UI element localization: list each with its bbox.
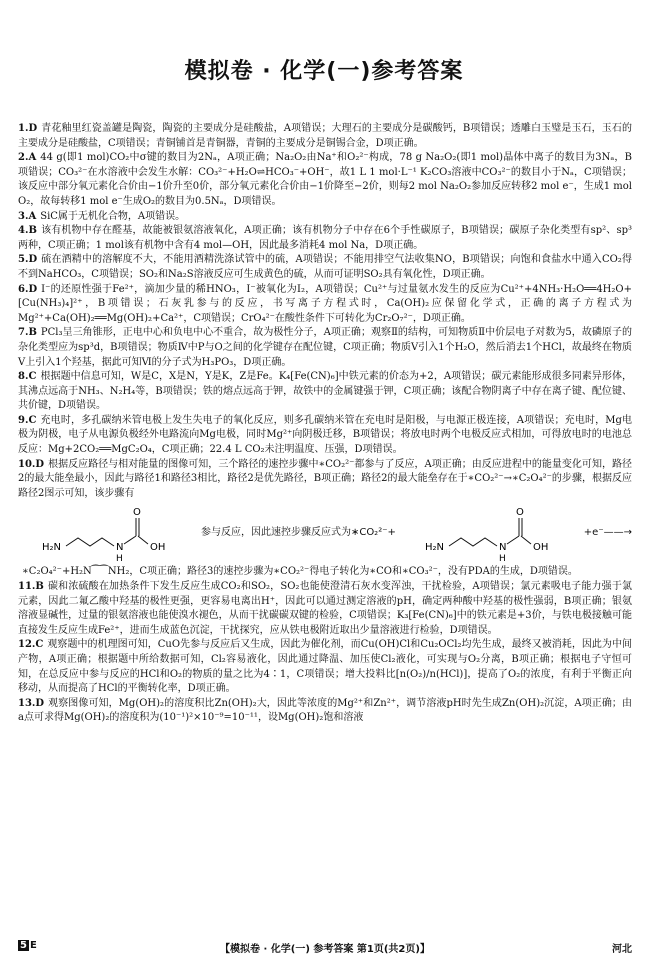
answer-list-continued: [18, 565, 632, 726]
answer-item-number: 13.: [18, 697, 36, 709]
answer-choice: B: [28, 225, 37, 237]
answer-item: [18, 253, 632, 282]
struct-middle-text: 参与反应，因此速控步骤反应式为∗CO₂²⁻+: [200, 527, 396, 539]
amide-structure-left: [42, 504, 172, 562]
answer-item: [18, 210, 632, 225]
answer-content: [18, 122, 632, 726]
answer-explanation: 观察题中的机理图可知，CuO先参与反应后又生成，因此为催化剂，而Cu(OH)Cl和Cu₂OCl₂均先生成，最终又被消耗，因此为中间产物，A项正确；根据题中所给数据可知，Cl₂容易液化，因此通过降温、加压使Cl₂液化，可实现与O₂分离，B项正确；根据电子守恒可知，在总反应中参与反应的HCl和O₂的物质的量之比为4∶1，C项错误；增大投料比[n(O₂)/n(HCl)]，提高了O₂的浓度，有利于平衡正向移动，从而提高了HCl的平衡转化率，D项正确。: [18, 639, 632, 695]
answer-explanation: ∗C₂O₄²⁻+H₂N⁀⁀NH₂，C项正确；路径3的速控步骤为∗CO₂²⁻得电子转化为∗CO和∗CO₃²⁻，没有PDA的生成，D项错误。: [22, 566, 578, 578]
answer-item: [18, 565, 632, 580]
answer-explanation: 根据反应路径与相对能量的图像可知，三个路径的速控步骤中∗CO₂²⁻都参与了反应，A项正确；由反应进程中的能量变化可知，路径2的最大能垒最小，因此与路径1和路径3相比，路径2是优先路径，B项正确；路径2的最大能垒存在于∗CO₂²⁻→∗C₂O₄²⁻的步骤，根据反应路径2图示可知，该步骤有: [18, 458, 632, 499]
amide-structure-right: [425, 504, 555, 562]
answer-item: [18, 326, 632, 370]
struct-left-h2n: H₂N: [42, 542, 62, 554]
footer-page-info: 【模拟卷 · 化学(一) 参考答案 第1页(共2页)】: [220, 944, 430, 955]
answer-item: [18, 458, 632, 502]
answer-item-number: 11.: [18, 581, 36, 593]
answer-item-number: 3.: [18, 210, 29, 222]
answer-explanation: 充电时，多孔碳纳米管电极上发生失电子的氧化反应，则多孔碳纳米管在充电时是阳极，与电源正极连接，A项错误；充电时，Mg电极为阴极，电子从电源负极经外电路流向Mg电极，同时Mg²⁺向阴极迁移，B项错误；将放电时两个电极反应式相加，可得放电时的电池总反应：Mg+2CO₂══MgC₂O₄，C项正确；22.4 L CO₂未注明温度、压强，D项错误。: [18, 414, 632, 456]
struct-right-h: H: [498, 554, 506, 563]
answer-choice: A: [28, 152, 37, 164]
struct-left-n: N: [116, 542, 124, 554]
answer-list: [18, 122, 632, 501]
answer-item: [18, 370, 632, 414]
answer-item: [18, 638, 632, 696]
page-title: 模拟卷 · 化学(一)参考答案: [184, 59, 464, 84]
answer-choice: D: [28, 283, 38, 295]
struct-right-tail: +e⁻——→: [583, 527, 632, 539]
answer-choice: D: [35, 697, 45, 709]
answer-item-number: 1.: [18, 123, 29, 134]
answer-choice: A: [28, 210, 37, 222]
answer-choice: C: [28, 414, 37, 426]
answer-explanation: 观察图像可知，Mg(OH)₂的溶度积比Zn(OH)₂大，因此等浓度的Mg²⁺和Zn²⁺，调节溶液pH时先生成Zn(OH)₂沉淀，A项正确；由a点可求得Mg(OH)₂的溶度积为(10⁻¹)²×10⁻⁹=10⁻¹¹，设Mg(OH)₂饱和溶液: [18, 697, 632, 724]
answer-explanation: 根据题中信息可知，W是C，X是N，Y是K，Z是Fe。K₄[Fe(CN)₆]中铁元素的价态为+2，A项错误；碳元素能形成很多同素异形体，其沸点远高于NH₃、N₂H₄等，B项错误；铁的熔点远高于钾，故铁中的金属键强于钾，C项正确；该配合物阴离子中存在离子键、配位键、共价键，D项错误。: [18, 371, 632, 412]
footer-region: 河北: [612, 944, 632, 955]
answer-explanation: 该有机物中存在醛基，故能被银氨溶液氧化，A项正确；该有机物分子中存在6个手性碳原子，B项错误；碳原子杂化类型有sp²、sp³两种，C项正确；1 mol该有机物中含有4 mol—OH，因此最多消耗4 mol Na，D项正确。: [18, 225, 632, 251]
struct-left-oh: OH: [150, 542, 166, 554]
answer-item-number: 5.: [18, 254, 29, 266]
answer-explanation: 44 g(即1 mol)CO₂中σ键的数目为2Nₐ，A项正确；Na₂O₂由Na⁺和O₂²⁻构成，78 g Na₂O₂(即1 mol)晶体中离子的数目为3Nₐ，B项错误；CO₃²⁻在水溶液中会发生水解：CO₃²⁻+H₂O⇌HCO₃⁻+OH⁻，故1 L 1 mol·L⁻¹ K₂CO₃溶液中CO₃²⁻的数目小于Nₐ，C项错误；该反应中部分氧元素化合价由−1价升至0价，部分氧元素化合价由−1价降至−2价，则每2 mol Na₂O₂参加反应转移2 mol e⁻，生成1 mol O₂，故每转移1 mol e⁻生成O₂的数目为0.5Nₐ，D项错误。: [18, 152, 632, 207]
answer-explanation: PCl₃呈三角锥形，正电中心和负电中心不重合，故为极性分子，A项正确；观察Ⅱ的结构，可知物质Ⅱ中价层电子对数为5，故磷原子的杂化类型应为sp³d，B项错误；物质Ⅳ中P与O之间的化学键存在配位键，C项正确；物质Ⅴ引入1个H₂O，然后消去1个HCl，故最终在物质Ⅴ上引入1个羟基，据此可知Ⅵ的分子式为H₃PO₃，D项正确。: [18, 327, 632, 368]
answer-explanation: 硫在酒精中的溶解度不大，不能用酒精洗涤试管中的硫，A项错误；不能用排空气法收集NO，B项错误；向饱和食盐水中通入CO₂得不到NaHCO₃，C项错误；SO₂和Na₂S溶液反应可生成黄色的硫，从而可证明SO₂具有氧化性，D项正确。: [18, 254, 632, 280]
answer-item: [18, 414, 632, 458]
answer-choice: C: [35, 639, 44, 651]
page-footer: [18, 940, 632, 956]
paper-code-box: 5: [20, 940, 27, 951]
answer-item: [18, 151, 632, 209]
answer-item-number: 6.: [18, 283, 29, 295]
answer-item-number: 4.: [18, 225, 29, 237]
answer-item: [18, 283, 632, 327]
struct-right-oh: OH: [532, 542, 549, 554]
answer-item: [18, 224, 632, 253]
answer-explanation: SiC属于无机化合物，A项错误。: [40, 210, 186, 222]
paper-code-letter: E: [29, 940, 37, 951]
answer-item: [18, 697, 632, 726]
struct-left-o: O: [133, 507, 141, 519]
answer-choice: D: [28, 254, 38, 266]
structure-formula-row: [42, 503, 632, 563]
answer-explanation: 青花釉里红瓷盖罐是陶瓷，陶瓷的主要成分是硅酸盐，A项错误；大理石的主要成分是碳酸钙，B项错误；透雕白玉璧是玉石，玉石的主要成分是硅酸盐，C项错误；青铜铺首是青铜器，青铜的主要成分是铜锡合金，D项正确。: [18, 123, 632, 149]
answer-item-number: 10.: [18, 458, 36, 470]
answer-explanation: I⁻的还原性强于Fe²⁺，滴加少量的稀HNO₃，I⁻被氧化为I₂，A项错误；Cu²⁺与过量氨水发生的反应为Cu²⁺+4NH₃·H₂O══4H₂O+[Cu(NH₃)₄]²⁺，B项错误；石灰乳参与的反应，书写离子方程式时，Ca(OH)₂应保留化学式，正确的离子方程式为Mg²⁺+Ca(OH)₂══Mg(OH)₂+Ca²⁺，C项错误；CrO₄²⁻在酸性条件下可转化为Cr₂O₇²⁻，D项正确。: [18, 283, 632, 324]
answer-item-number: 2.: [18, 152, 29, 164]
answer-choice: D: [35, 458, 45, 470]
struct-right-h2n: H₂N: [424, 542, 444, 554]
struct-right-n: N: [498, 542, 507, 554]
answer-item-number: 12.: [18, 639, 36, 651]
answer-item: [18, 580, 632, 638]
answer-choice: C: [28, 371, 37, 383]
answer-explanation: 碳和浓硫酸在加热条件下发生反应生成CO₂和SO₂，SO₂也能使澄清石灰水变浑浊，干扰检验，A项错误；氯元素吸电子能力强于氯元素，因此二氟乙酸中羟基的极性更强，更容易电离出H⁺，因此可以通过测定溶液的pH，确定两种酸中羟基的极性强弱，B项正确；银氨溶液显碱性，过量的银氨溶液也能使溴水褪色，从而干扰碳碳双键的检验，C项错误；K₃[Fe(CN)₆]中的铁元素是+3价，与铁电极接触可能直接发生反应生成Fe²⁺，进而生成蓝色沉淀，干扰探究，应从铁电极附近取出少量溶液进行检验，D项错误。: [18, 581, 632, 636]
answer-choice: B: [35, 581, 44, 593]
answer-choice: D: [28, 123, 38, 134]
struct-right-o: O: [515, 507, 524, 519]
answer-item-number: 9.: [18, 414, 29, 426]
answer-item: [18, 122, 632, 151]
answer-choice: B: [28, 327, 37, 339]
answer-item-number: 7.: [18, 327, 29, 339]
answer-item-number: 8.: [18, 371, 29, 383]
struct-left-h: H: [116, 554, 123, 563]
